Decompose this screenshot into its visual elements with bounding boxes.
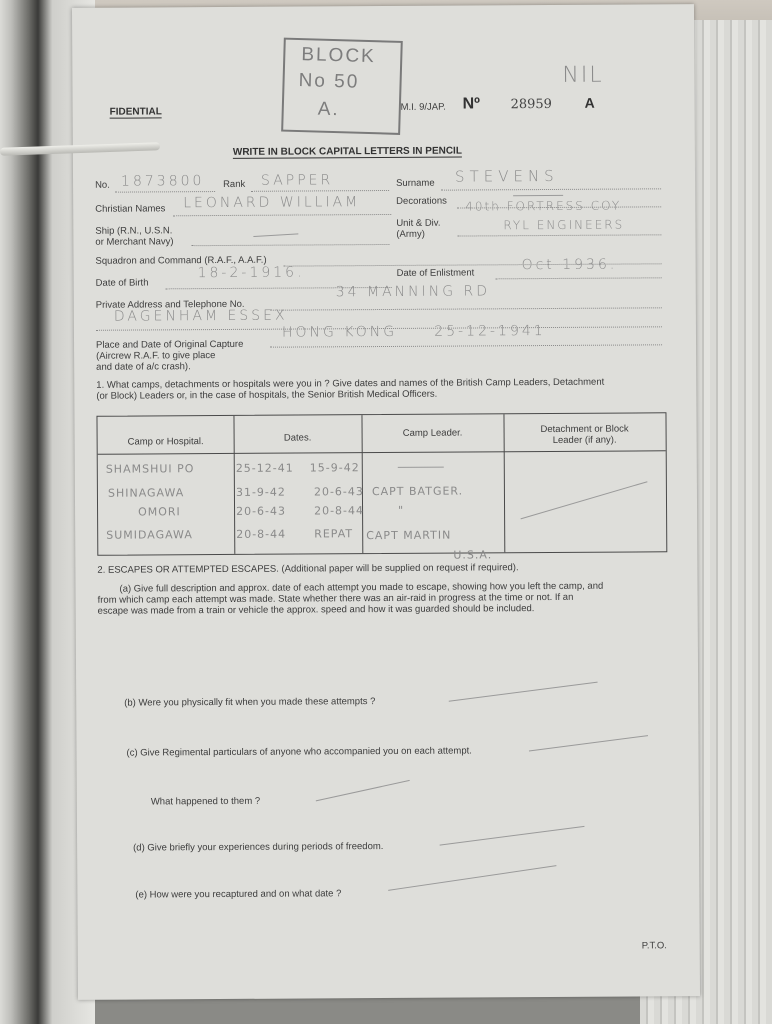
row-3-to: 20-8-44 — [314, 504, 365, 518]
confidential-label: FIDENTIAL — [109, 106, 162, 118]
christian-names-label: Christian Names — [95, 203, 166, 215]
enlistment-value: Oct 1936. — [521, 256, 618, 274]
row-3-from: 20-6-43 — [236, 504, 287, 518]
corner-note: NIL — [562, 62, 604, 88]
unit-label-1: Unit & Div. — [396, 217, 441, 229]
ship-label-1: Ship (R.N., U.S.N. — [95, 225, 173, 237]
row-2-leader: CAPT BATGER. — [371, 484, 464, 499]
row-2-to: 20-6-43 — [313, 485, 364, 499]
category-letter: A — [584, 94, 595, 111]
row-4-leader: CAPT MARTIN — [366, 528, 452, 543]
q2-title: 2. ESCAPES OR ATTEMPTED ESCAPES. (Additional paper will be supplied on request if required). — [97, 562, 519, 576]
surname-label: Surname — [396, 177, 435, 189]
surname-value: STEVENS — [454, 166, 559, 186]
squadron-label: Squadron and Command (R.A.F., A.A.F.) — [95, 254, 267, 267]
q2-c: (c) Give Regimental particulars of anyone who accompanied you on each attempt. — [126, 745, 472, 759]
q2-a-3: escape was made from a train or vehicle the approx. speed and how it was guarded should be included. — [97, 603, 535, 617]
service-number-value: 1873800 — [120, 173, 205, 190]
serial-number: 28959 — [510, 96, 552, 113]
number-symbol: Nº — [462, 95, 481, 113]
christian-names-value: LEONARD WILLIAM — [183, 194, 361, 212]
capture-label-1: Place and Date of Original Capture — [96, 338, 244, 351]
q2-d: (d) Give briefly your experiences during periods of freedom. — [133, 841, 384, 854]
row-1-from: 25-12-41 — [235, 461, 294, 475]
header-detachment: Detachment or Block — [540, 423, 629, 436]
address-value-2: DAGENHAM ESSEX — [113, 307, 288, 325]
q1-text-1: 1. What camps, detachments or hospitals were you in ? Give dates and names of the British Camp Leaders, Detachment — [96, 376, 605, 391]
capture-value: HONG KONG 25-12-1941 — [281, 323, 546, 341]
pencil-instruction: WRITE IN BLOCK CAPITAL LETTERS IN PENCIL — [232, 145, 462, 158]
address-value-1: 34 MANNING RD — [335, 283, 491, 301]
row-3-camp: OMORI — [138, 505, 181, 519]
questionnaire-page — [72, 4, 700, 1000]
q2-e: (e) How were you recaptured and on what date ? — [135, 888, 342, 901]
header-camp-leader: Camp Leader. — [402, 427, 463, 439]
q1-text-2: (or Block) Leaders or, in the case of hospitals, the Senior British Medical Officers. — [96, 388, 438, 402]
row-4-from: 20-8-44 — [236, 527, 287, 541]
rank-label: Rank — [223, 178, 246, 190]
unit-value-1: 40th FORTRESS COY — [465, 198, 622, 214]
address-label: Private Address and Telephone No. — [95, 298, 245, 311]
decorations-label: Decorations — [396, 195, 447, 207]
pto-label: P.T.O. — [641, 940, 667, 952]
row-4-to: REPAT — [314, 527, 354, 541]
q2-c-sub: What happened to them ? — [150, 795, 261, 808]
camp-table — [96, 412, 667, 555]
header-dates: Dates. — [283, 432, 312, 444]
row-2-camp: SHINAGAWA — [107, 486, 185, 500]
no-label: No. — [95, 179, 110, 191]
stamp-line-2: No 50 — [298, 70, 360, 93]
leader-note: U.S.A. — [453, 548, 493, 562]
row-4-camp: SUMIDAGAWA — [106, 528, 193, 542]
row-3-leader: " — [398, 503, 405, 517]
capture-label-2: (Aircrew R.A.F. to give place — [96, 350, 216, 362]
q2-a-2: from which camp each attempt was made. State whether there was an air-raid in progress at the time or not. If an — [97, 591, 574, 606]
block-stamp — [281, 38, 403, 135]
stamp-line-1: BLOCK — [301, 44, 377, 68]
ship-label-2: or Merchant Navy) — [95, 236, 174, 248]
row-1-to: 15-9-42 — [309, 461, 360, 475]
rank-value: SAPPER — [260, 172, 334, 189]
unit-value-2: RYL ENGINEERS — [503, 217, 625, 233]
mi-reference: M.I. 9/JAP. — [400, 101, 446, 113]
header-detachment-2: Leader (if any). — [552, 434, 617, 446]
stamp-line-3: A. — [317, 98, 341, 121]
row-1-camp: SHAMSHUI PO — [105, 462, 195, 476]
unit-label-2: (Army) — [396, 228, 425, 240]
row-2-from: 31-9-42 — [235, 485, 286, 499]
q2-a-1: (a) Give full description and approx. date of each attempt you made to escape, showing how you left the camp, and — [119, 580, 604, 595]
enlistment-label: Date of Enlistment — [396, 267, 475, 279]
header-camp: Camp or Hospital. — [127, 436, 204, 448]
dob-value: 18-2-1916. — [197, 264, 305, 282]
capture-label-3: and date of a/c crash). — [96, 361, 191, 373]
q2-b: (b) Were you physically fit when you made these attempts ? — [124, 696, 376, 709]
dob-label: Date of Birth — [95, 277, 149, 289]
